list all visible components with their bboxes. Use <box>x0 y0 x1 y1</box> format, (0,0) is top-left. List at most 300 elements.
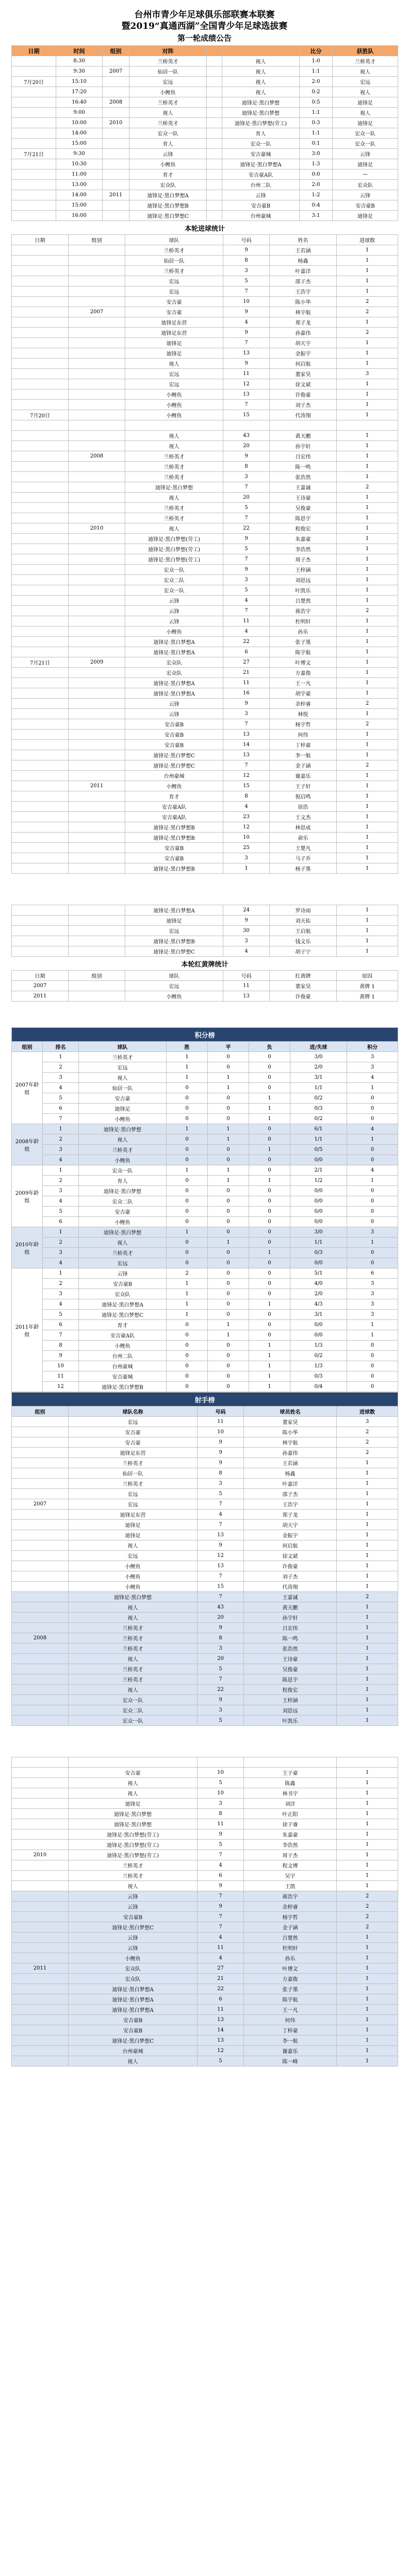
player-name: 钱文乐 <box>270 936 337 946</box>
top-scorer-row <box>12 1540 398 1551</box>
row-date <box>12 647 69 657</box>
player-name: 吕楚然 <box>270 596 337 606</box>
scorer-row <box>12 760 398 771</box>
player-name: 董家昊 <box>244 1417 337 1427</box>
top-scorer-row <box>12 2015 398 2025</box>
age-group <box>12 1716 69 1726</box>
match-row <box>12 97 398 108</box>
draws: 1 <box>208 1176 249 1186</box>
player-number: 13 <box>223 348 270 359</box>
team-name: 小鲤鱼 <box>125 400 223 410</box>
card-row <box>12 981 398 991</box>
section-title: 本轮红黄牌统计 <box>181 960 228 969</box>
team-name: 迪锋足·黑白梦想 <box>79 1186 167 1196</box>
player-name: 陈思宇 <box>244 1674 337 1685</box>
draws: 1 <box>208 1124 249 1134</box>
row-date <box>12 709 69 719</box>
scorer-row <box>12 523 398 534</box>
standings-row <box>12 1186 398 1196</box>
player-number: 7 <box>223 338 270 348</box>
player-number: 5 <box>198 1716 244 1726</box>
draws: 0 <box>208 1299 249 1310</box>
row-group <box>69 472 125 482</box>
standings-row <box>12 1310 398 1320</box>
match-group <box>103 139 129 149</box>
rank: 2 <box>43 1238 79 1248</box>
row-group <box>69 359 125 369</box>
team-name: 云锋 <box>69 1891 198 1902</box>
team-name: 云锋 <box>125 606 223 616</box>
row-date <box>12 338 69 348</box>
scorers-header-row <box>12 235 398 245</box>
scorer-row <box>12 853 398 863</box>
row-group <box>69 606 125 616</box>
age-group <box>12 1871 69 1881</box>
team-name: 迪锋足东营 <box>125 317 223 328</box>
rank: 3 <box>43 1073 79 1083</box>
player-name: 胡天宇 <box>244 1520 337 1530</box>
match-score: 1:1 <box>300 108 333 118</box>
row-group <box>69 760 125 771</box>
goal-count: 1 <box>337 1974 398 1984</box>
column-header: 进球数 <box>337 1406 398 1417</box>
goal-count: 1 <box>337 462 398 472</box>
player-name: 杜明轩 <box>270 616 337 626</box>
age-group <box>12 1489 69 1499</box>
rank: 4 <box>43 1155 79 1165</box>
goal-count: 1 <box>337 575 398 585</box>
row-group <box>69 431 125 441</box>
row-date <box>12 719 69 730</box>
versus <box>207 77 222 87</box>
player-name: 王子豪 <box>244 1768 337 1778</box>
goal-count: 1 <box>337 668 398 678</box>
team-name: 安吉豪A队 <box>125 812 223 822</box>
losses: 0 <box>249 1310 290 1320</box>
losses: 0 <box>249 1124 290 1134</box>
age-group <box>12 1540 69 1551</box>
player-name: 陈一鸣 <box>244 1633 337 1643</box>
player-number: 3 <box>198 1705 244 1716</box>
team-name: 云锋 <box>69 1902 198 1912</box>
player-number: 7 <box>198 1592 244 1602</box>
standings-row <box>12 1155 398 1165</box>
away-team: 安吉豪城 <box>222 149 300 159</box>
age-group <box>12 1571 69 1582</box>
goal-count: 2 <box>337 1592 398 1602</box>
standings-table <box>11 1027 398 1392</box>
player-number: 13 <box>223 750 270 760</box>
age-group <box>12 1912 69 1922</box>
goal-count: 1 <box>337 513 398 523</box>
player-name: 杨鑫 <box>270 256 337 266</box>
versus <box>207 128 222 139</box>
wins: 0 <box>167 1341 208 1351</box>
player-name: 叶凯乐 <box>244 1716 337 1726</box>
team-name: 迪锋足 <box>125 348 223 359</box>
goal-count: 1 <box>337 709 398 719</box>
player-number: 9 <box>198 1448 244 1458</box>
team-name: 宏众一队 <box>79 1165 167 1176</box>
goal-count: 2 <box>337 307 398 317</box>
player-name: 许俊豪 <box>270 991 337 1002</box>
standings-row <box>12 1062 398 1073</box>
player-name: 刘天佑 <box>270 916 337 926</box>
scorer-row <box>12 822 398 833</box>
team-name: 迪锋足东营 <box>125 328 223 338</box>
rank: 5 <box>43 1310 79 1320</box>
rank: 5 <box>43 1207 79 1217</box>
home-team: 迪锋足·黑白梦想B <box>129 200 207 211</box>
wins: 0 <box>167 1196 208 1207</box>
player-name: 徐浩 <box>270 802 337 812</box>
goal-count: 1 <box>337 1809 398 1819</box>
team-name: 云锋 <box>69 1943 198 1953</box>
player-number: 3 <box>223 266 270 276</box>
top-scorer-row <box>12 1613 398 1623</box>
top-scorer-row <box>12 1685 398 1695</box>
player-name: 王一凡 <box>244 2005 337 2015</box>
top-scorer-row <box>12 1819 398 1829</box>
row-date <box>12 389 69 400</box>
scorer-row <box>12 637 398 647</box>
goal-count: 1 <box>337 1768 398 1778</box>
team-name: 安吉豪 <box>69 1437 198 1448</box>
top-scorer-row <box>12 1530 398 1540</box>
player-number: 4 <box>198 1860 244 1871</box>
player-name: 李浩然 <box>244 1840 337 1850</box>
goals-for-against: 0/5 <box>290 1145 347 1155</box>
team-name: 小鲤鱼 <box>69 1571 198 1582</box>
team-name: 云锋 <box>79 1268 167 1279</box>
player-number: 27 <box>198 1963 244 1974</box>
top-scorer-row <box>12 1427 398 1437</box>
match-row <box>12 128 398 139</box>
wins: 0 <box>167 1217 208 1227</box>
player-name: 孙宇轩 <box>270 441 337 451</box>
age-group <box>12 1695 69 1705</box>
goals-for-against: 2/1 <box>290 1165 347 1176</box>
points: 3 <box>347 1299 398 1310</box>
player-number: 7 <box>223 513 270 523</box>
losses: 0 <box>249 1155 290 1165</box>
points: 0 <box>347 1351 398 1361</box>
round-title: 第一轮成绩公告 <box>177 33 232 43</box>
player-name: 黄天鹏 <box>270 431 337 441</box>
player-number: 4 <box>198 1933 244 1943</box>
points: 0 <box>347 1248 398 1258</box>
goals-for-against: 1/2 <box>290 1176 347 1186</box>
goal-count: 1 <box>337 441 398 451</box>
goal-count: 1 <box>337 1654 398 1664</box>
match-time: 9:30 <box>56 66 103 77</box>
player-name: 孙乐 <box>244 1953 337 1963</box>
row-date <box>12 926 69 936</box>
top-scorer-row <box>12 1468 398 1479</box>
away-team: 台州豪城 <box>222 211 300 221</box>
team-name: 兰桥英才 <box>69 1860 198 1871</box>
top-scorer-row <box>12 2025 398 2036</box>
points: 4 <box>347 1124 398 1134</box>
goal-count: 1 <box>337 379 398 389</box>
team-name: 安吉豪B <box>79 1279 167 1289</box>
player-number: 9 <box>223 916 270 926</box>
player-name: 王浩宇 <box>270 286 337 297</box>
row-group <box>69 256 125 266</box>
player-name: 罗诗雨 <box>270 905 337 916</box>
player-number: 8 <box>198 1809 244 1819</box>
player-number: 9 <box>223 328 270 338</box>
row-date <box>12 554 69 565</box>
team-name: 宏众一队 <box>69 1716 198 1726</box>
goals-for-against: 0/0 <box>290 1217 347 1227</box>
versus <box>207 56 222 66</box>
match-row <box>12 108 398 118</box>
wins: 0 <box>167 1382 208 1392</box>
row-date <box>12 297 69 307</box>
column-header: 比分 <box>300 46 333 56</box>
column-header: 对阵 <box>129 46 207 56</box>
match-date <box>12 180 56 190</box>
age-group <box>12 1551 69 1561</box>
player-number: 7 <box>223 400 270 410</box>
rank: 1 <box>43 1165 79 1176</box>
match-winner: 视人 <box>333 66 398 77</box>
goal-count: 1 <box>337 843 398 853</box>
player-number: 8 <box>223 256 270 266</box>
versus <box>207 87 222 97</box>
player-number: 14 <box>223 740 270 750</box>
team-name: 宏远 <box>69 1417 198 1427</box>
goal-count: 1 <box>337 1468 398 1479</box>
player-name: 朱嘉豪 <box>270 534 337 544</box>
player-name: 刘洋 <box>244 1799 337 1809</box>
row-group <box>69 647 125 657</box>
wins: 1 <box>167 1299 208 1310</box>
player-number: 7 <box>198 1571 244 1582</box>
points: 0 <box>347 1093 398 1104</box>
goals-for-against: 2/0 <box>290 1062 347 1073</box>
wins: 1 <box>167 1073 208 1083</box>
player-name: 陈宇航 <box>244 1994 337 2005</box>
wins: 0 <box>167 1248 208 1258</box>
player-name: 刘思远 <box>270 575 337 585</box>
top-scorer-row <box>12 1922 398 1933</box>
wins: 0 <box>167 1114 208 1124</box>
player-number: 9 <box>198 1881 244 1891</box>
standings-row <box>12 1341 398 1351</box>
player-number: 6 <box>198 1871 244 1881</box>
player-name: 金子涵 <box>270 760 337 771</box>
team-name: 小鲤鱼 <box>125 410 223 420</box>
team-name: 视人 <box>125 493 223 503</box>
row-group <box>69 740 125 750</box>
player-number: 9 <box>198 1540 244 1551</box>
match-time: 14:00 <box>56 190 103 200</box>
team-name: 迪锋足·黑白梦想C <box>79 1310 167 1320</box>
team-name: 兰桥英才 <box>125 245 223 256</box>
row-date <box>12 317 69 328</box>
row-group: 2010 <box>69 523 125 534</box>
points: 4 <box>347 1165 398 1176</box>
match-row <box>12 180 398 190</box>
goal-count: 1 <box>337 812 398 822</box>
standings-row <box>12 1104 398 1114</box>
goal-count: 3 <box>337 369 398 379</box>
versus <box>207 211 222 221</box>
rank: 3 <box>43 1289 79 1299</box>
top-scorer-row <box>12 1881 398 1891</box>
row-date <box>12 760 69 771</box>
age-group <box>12 1510 69 1520</box>
home-team: 云锋 <box>129 149 207 159</box>
row-date <box>12 822 69 833</box>
player-number: 24 <box>223 905 270 916</box>
player-name: 吴俊豪 <box>270 503 337 513</box>
team-name: 安吉豪B <box>69 2015 198 2025</box>
team-name: 迪锋足·黑白梦想B <box>125 936 223 946</box>
team-name: 兰桥英才 <box>125 472 223 482</box>
standings-row <box>12 1248 398 1258</box>
top-scorer-row <box>12 1809 398 1819</box>
goal-count: 1 <box>337 1716 398 1726</box>
player-number: 23 <box>223 812 270 822</box>
match-time: 15:00 <box>56 200 103 211</box>
goal-count: 1 <box>337 1530 398 1540</box>
page-gap <box>11 1002 398 1027</box>
row-date <box>12 523 69 534</box>
team-name: 小鲤鱼 <box>79 1341 167 1351</box>
match-date <box>12 128 56 139</box>
points: 1 <box>347 1134 398 1145</box>
away-team: 宏众一队 <box>222 139 300 149</box>
player-number: 12 <box>223 822 270 833</box>
scorer-row <box>12 926 398 936</box>
goals-for-against: 0/2 <box>290 1351 347 1361</box>
player-name: 李浩然 <box>270 544 337 554</box>
match-group <box>103 56 129 66</box>
team-name: 迪锋足·黑白梦想A <box>69 1994 198 2005</box>
team-name: 迪锋足·黑白梦想(劳工) <box>69 1840 198 1850</box>
team-name: 宏众一队 <box>69 1695 198 1705</box>
scorer-row <box>12 740 398 750</box>
team-name: 视人 <box>69 1613 198 1623</box>
goal-count: 1 <box>337 1643 398 1654</box>
scorer-row <box>12 678 398 688</box>
top-scorer-row <box>12 1602 398 1613</box>
player-number: 5 <box>198 1840 244 1850</box>
goal-count: 1 <box>337 1510 398 1520</box>
top-scorer-row <box>12 1850 398 1860</box>
goals-for-against: 1/3 <box>290 1361 347 1371</box>
player-number: 13 <box>223 991 270 1002</box>
player-number: 8 <box>223 791 270 802</box>
row-date <box>12 740 69 750</box>
age-group <box>12 1582 69 1592</box>
team-name: 宏远 <box>69 1489 198 1499</box>
goal-count: 1 <box>337 1705 398 1716</box>
player-number: 12 <box>223 771 270 781</box>
player-number: 9 <box>223 451 270 462</box>
points: 0 <box>347 1341 398 1351</box>
row-group <box>69 822 125 833</box>
age-group <box>12 2056 69 2066</box>
row-group <box>69 771 125 781</box>
home-team: 宏众一队 <box>129 128 207 139</box>
row-date <box>12 493 69 503</box>
team-name <box>69 1757 198 1768</box>
team-name: 视人 <box>79 1238 167 1248</box>
standings-row <box>12 1114 398 1124</box>
team-name: 小鲤鱼 <box>69 1582 198 1592</box>
team-name: 迪锋足·黑白梦想A <box>79 1299 167 1310</box>
team-name: 云锋 <box>125 596 223 606</box>
versus <box>207 180 222 190</box>
rank: 6 <box>43 1217 79 1227</box>
player-number: 43 <box>198 1602 244 1613</box>
top-scorer-row <box>12 1778 398 1788</box>
rank: 3 <box>43 1145 79 1155</box>
scorer-row <box>12 699 398 709</box>
schedule-table <box>11 45 398 221</box>
scorer-row <box>12 328 398 338</box>
column-header: 原因 <box>337 971 398 981</box>
match-score: 0:2 <box>300 87 333 97</box>
points: 3 <box>347 1279 398 1289</box>
player-name: 林思成 <box>270 822 337 833</box>
team-name: 仙居一队 <box>79 1083 167 1093</box>
player-name: 金振宇 <box>270 348 337 359</box>
row-date <box>12 946 69 957</box>
team-name: 兰桥英才 <box>69 1633 198 1643</box>
match-row <box>12 190 398 200</box>
player-number: 25 <box>223 843 270 853</box>
top-scorer-row <box>12 2005 398 2015</box>
player-name: 徐文斌 <box>270 379 337 389</box>
goals-for-against: 4/3 <box>290 1299 347 1310</box>
team-name: 迪锋足·黑白梦想A <box>125 678 223 688</box>
player-number: 9 <box>198 1829 244 1840</box>
row-group <box>69 317 125 328</box>
row-group <box>69 750 125 760</box>
age-group-label: 2009年龄组 <box>12 1165 43 1227</box>
column-header: 球队 <box>79 1042 167 1052</box>
match-winner: 宏远 <box>333 77 398 87</box>
top-scorer-row <box>12 1633 398 1643</box>
points: 0 <box>347 1104 398 1114</box>
away-team: 迪锋足·黑白梦想(劳工) <box>222 118 300 128</box>
round-scorers-continued-table <box>11 905 398 957</box>
top-scorer-row <box>12 1829 398 1840</box>
top-scorer-row <box>12 1674 398 1685</box>
match-time: 11:00 <box>56 170 103 180</box>
versus <box>207 159 222 170</box>
top-scorer-row <box>12 1695 398 1705</box>
row-date <box>12 668 69 678</box>
team-name: 兰桥英才 <box>69 1871 198 1881</box>
team-name: 视人 <box>69 1881 198 1891</box>
team-name: 仙居一队 <box>69 1468 198 1479</box>
team-name: 台州二队 <box>79 1351 167 1361</box>
player-name: 王嘉诚 <box>270 482 337 493</box>
player-number: 20 <box>198 1613 244 1623</box>
wins: 1 <box>167 1310 208 1320</box>
player-number: 10 <box>223 297 270 307</box>
team-name: 宏众队 <box>125 657 223 668</box>
top-scorer-row <box>12 1963 398 1974</box>
team-name: 迪锋足 <box>125 916 223 926</box>
team-name: 兰桥英才 <box>79 1145 167 1155</box>
